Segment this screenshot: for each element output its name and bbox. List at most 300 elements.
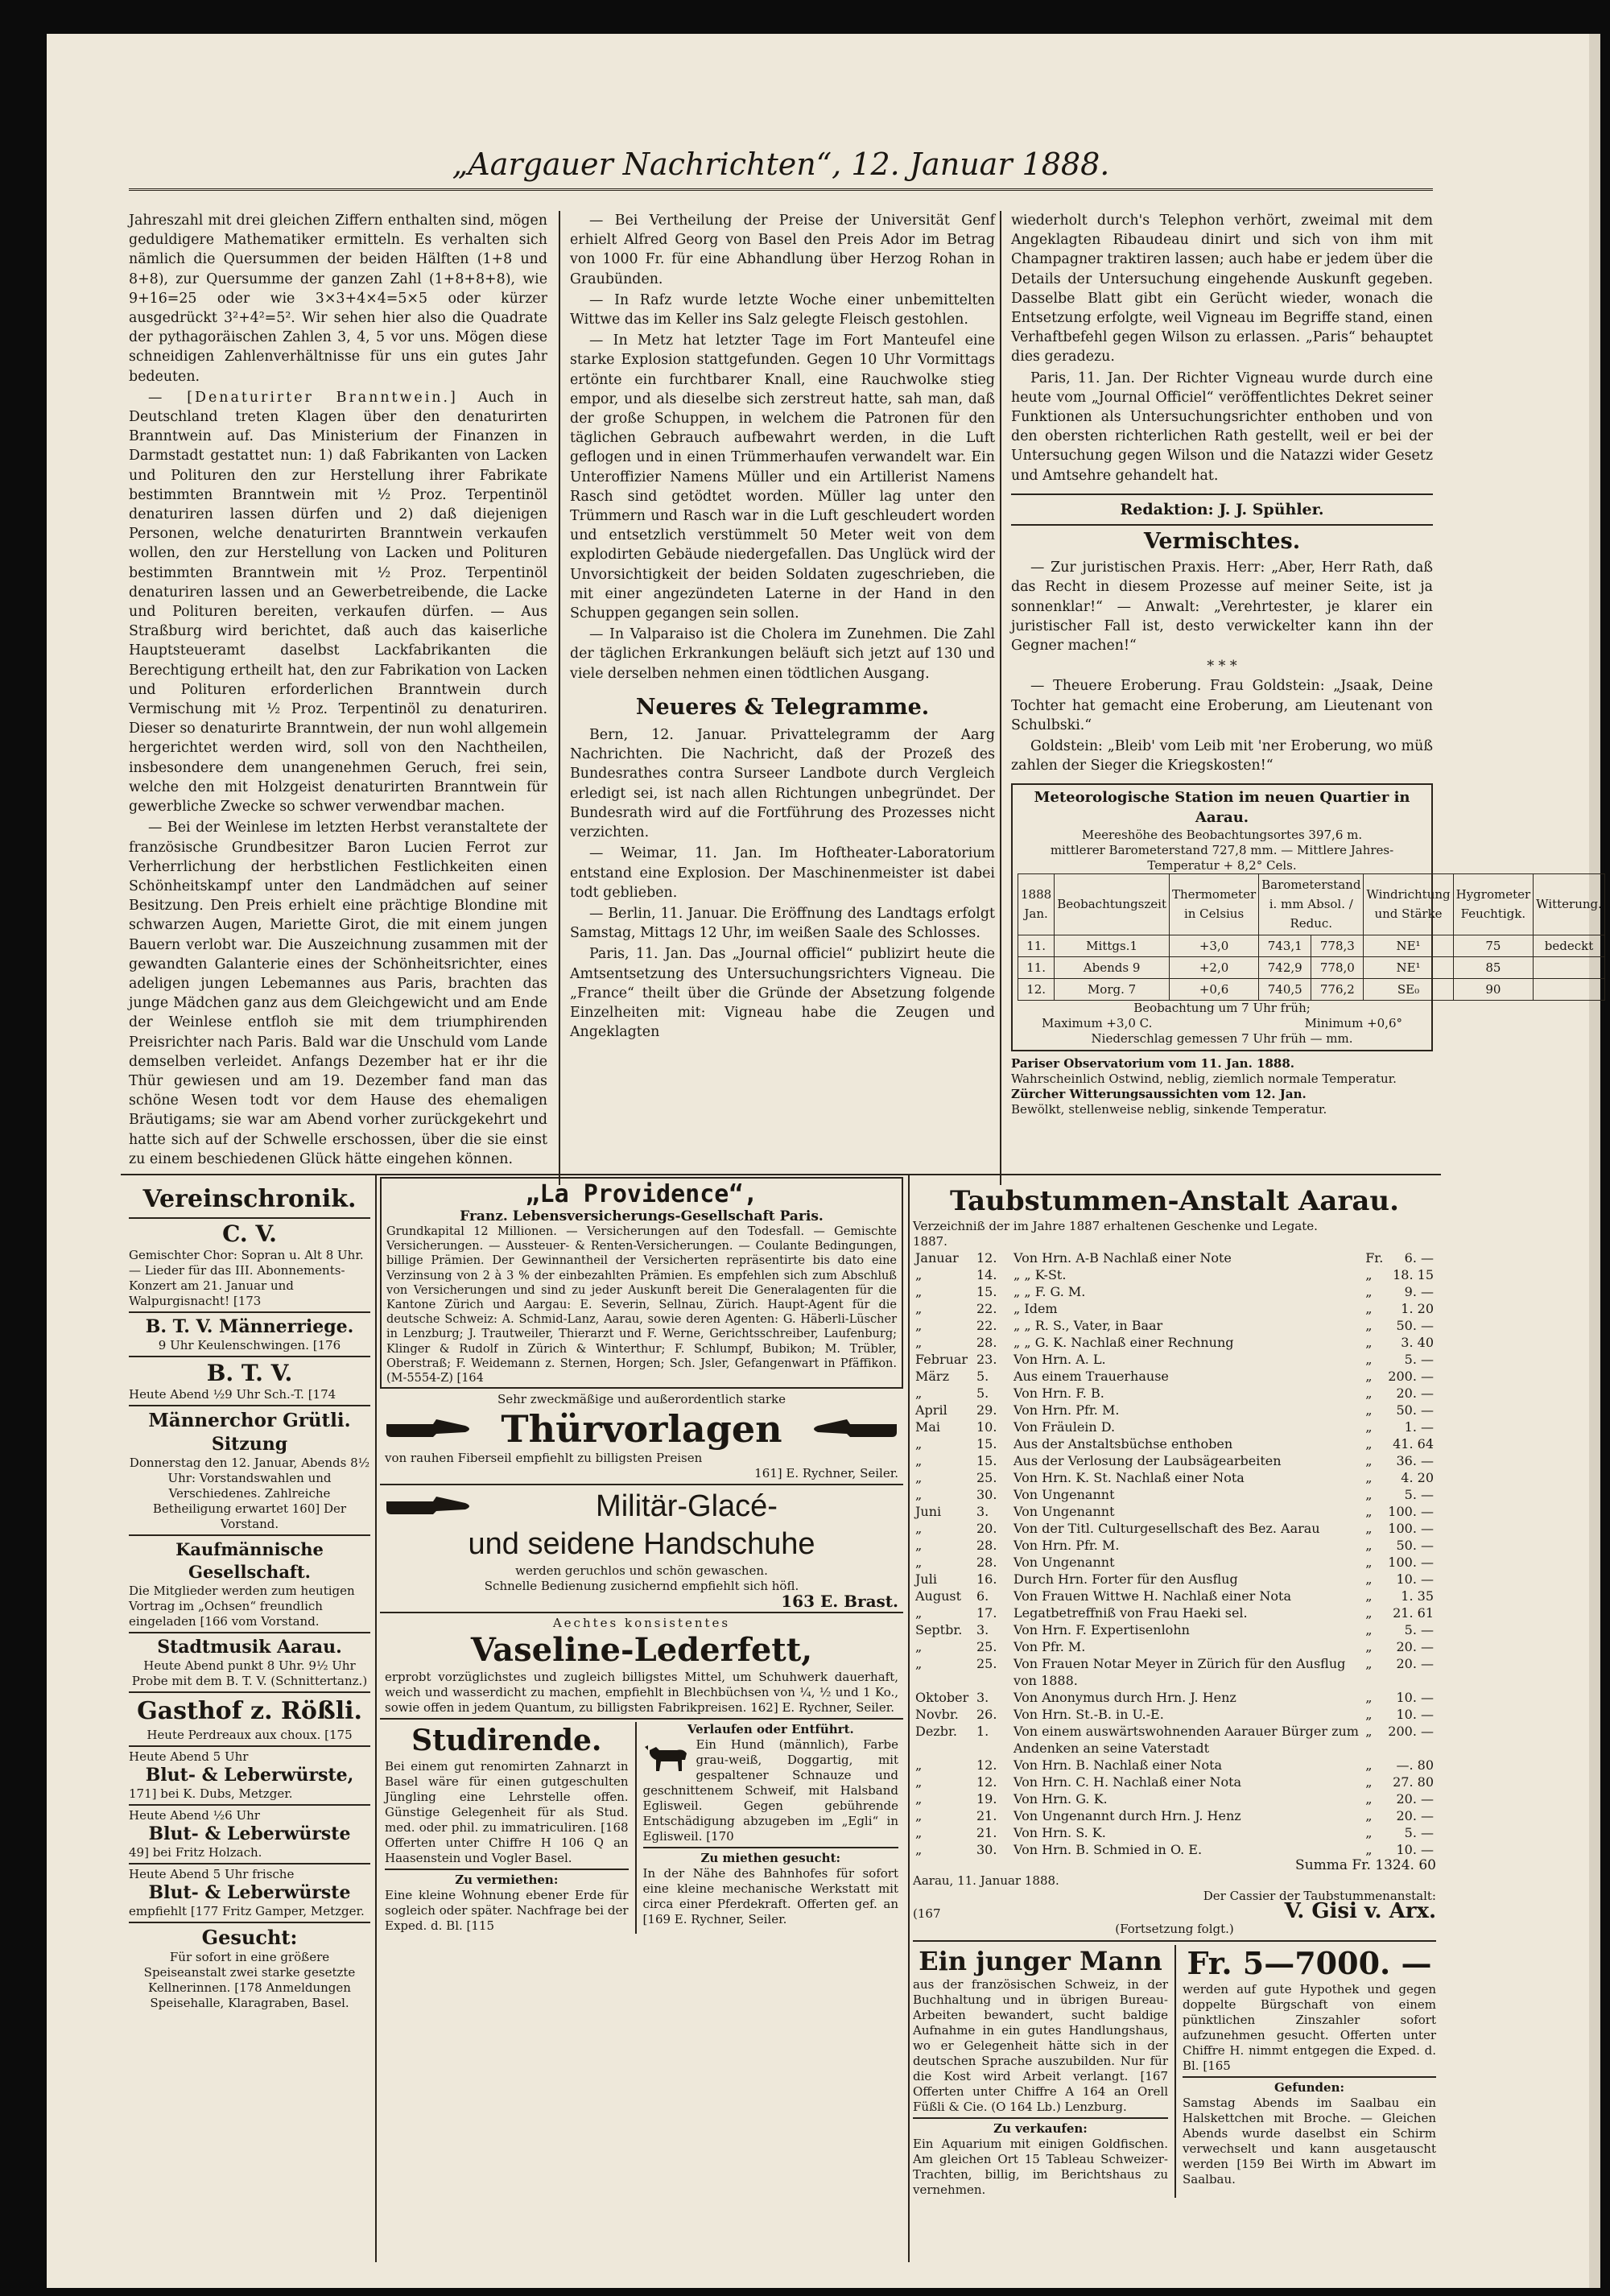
donation-row [913, 1841, 1436, 1858]
weather-subtitle: Meereshöhe des Beobachtungsortes 397,6 m. [1081, 827, 1363, 842]
ads-middle-column [380, 1177, 903, 1934]
donation-day: 22. [976, 1318, 997, 1333]
column-rule [375, 1175, 377, 2262]
donation-currency: „ [1365, 1571, 1373, 1587]
article-text: Auch in Deutschland treten Klagen über den denaturirten Branntwein auf. Das Ministerium der Finanzen in Darmstadt gestattet nun: 1) daß Fabrikanten von Lacken und Polituren den zur Herstellung ihrer Fabrikate bestimmten Branntwein mit ½ Proz. Terpentinöl denaturiren lassen dürfen und 2) daß diejenigen Personen, welche denaturirten Branntwein verkaufen wollen, den zur Herstellung von Lacken und Polituren bestimmten Branntwein mit ½ Proz. Terpentinöl denaturiren lassen und an Gewerbetreibende, die Lacke und Polituren bereiten, verkaufen dürfen. — Aus Straßburg wird berichtet, daß auch das kaiserliche Hauptsteueramt daselbst Lackfabrikanten die Berechtigung ertheilt hat, den zur Fabrikation von Lacken und Polituren erforderlichen Branntwein durch Vermischung mit ½ Proz. Terpentinöl zu denaturiren. Dieser so denaturirte Branntwein, der nun wohl allgemein hergerichtet werden wird, soll von den Nachtheilen, insbesondere dem unangenehmen Geruch, frei sein, welche den mit Holzgeist denaturirten Branntwein für gewerbliche Zwecke so schwer verwendbar machen. [129, 389, 548, 816]
donation-currency: „ [1365, 1639, 1373, 1654]
ad-text: 9 Uhr Keulenschwingen. [176 [158, 1338, 341, 1352]
donation-donor: Legatbetreffniß von Frau Haeki sel. [1013, 1605, 1248, 1621]
ad-subtitle: Sitzung [211, 1434, 288, 1455]
donation-amount: 20. — [1396, 1639, 1434, 1654]
donation-amount: 5. — [1404, 1487, 1434, 1502]
donation-row [913, 1790, 1436, 1807]
donation-donor: Von Hrn. S. K. [1013, 1825, 1106, 1840]
editor-line: Redaktion: J. J. Spühler. [1120, 500, 1324, 518]
ad-text: aus der französischen Schweiz, in der Buchhaltung und in übrigen Bureau-Arbeiten bewandert, sucht baldige Aufnahme in ein gutes Handlungshaus, wo er Gelegenheit hätte sich in der deutschen Sprache auszubilden. Nur für die Kost wird Arbeit verlangt. [167 Offerten unter Chiffre A 164 an Orell Füßli & Cie. (O 164 Lb.) Lenzburg. [913, 1977, 1168, 2114]
donation-donor: Von Anonymus durch Hrn. J. Henz [1013, 1690, 1236, 1705]
donation-month: „ [915, 1538, 923, 1553]
ad-hund [643, 1722, 898, 1934]
weather-note: Beobachtung um 7 Uhr früh; [1133, 1001, 1311, 1016]
donation-row [913, 1537, 1436, 1554]
ad-text: Donnerstag den 12. Januar, Abends 8½ Uhr: Vorstandswahlen und Verschiedenes. Zahlreiche Betheiligung erwartet 160] Der Vorstand. [129, 1456, 370, 1531]
donation-row [913, 1317, 1436, 1334]
weather-row: 11. Abends 9 +2,0 742,9 778,0 NE¹ 85 [1018, 956, 1605, 978]
donation-month: „ [915, 1487, 923, 1502]
ad-title: Verlaufen oder Entführt. [687, 1722, 854, 1737]
donation-amount: 50. — [1396, 1402, 1434, 1418]
donation-donor: Von Ungenannt durch Hrn. J. Henz [1013, 1808, 1241, 1823]
donation-currency: „ [1365, 1352, 1373, 1367]
ad-title: Zu vermiethen: [455, 1873, 559, 1888]
ad-heading: Vereinschronik. [142, 1185, 357, 1213]
donation-amount: 200. — [1388, 1724, 1434, 1739]
article-lead: — [Denaturirter Branntwein.] [148, 389, 458, 406]
donation-donor: Aus einem Trauerhause [1013, 1369, 1169, 1384]
donation-amount: 1. 20 [1401, 1301, 1434, 1316]
donation-row [913, 1418, 1436, 1435]
ad-title: Militär-Glacé- [596, 1489, 778, 1524]
donation-row [913, 1723, 1436, 1757]
ad-title: Stadtmusik Aarau. [157, 1637, 342, 1658]
donation-donor: Von Hrn. B. Nachlaß einer Nota [1013, 1757, 1223, 1773]
forecast-text: Wahrscheinlich Ostwind, neblig, ziemlich normale Temperatur. [1011, 1072, 1397, 1087]
donation-row [913, 1588, 1436, 1604]
donation-currency: „ [1365, 1453, 1373, 1468]
donation-donor: Durch Hrn. Forter für den Ausflug [1013, 1571, 1238, 1587]
donation-donor: Von Ungenannt [1013, 1555, 1115, 1570]
ad-title: Kaufmännische Gesellschaft. [175, 1539, 324, 1582]
donation-donor: Von Ungenannt [1013, 1504, 1115, 1519]
donation-currency: „ [1365, 1825, 1373, 1840]
donation-day: 5. [976, 1385, 989, 1401]
ad-text: Heute Abend ½6 Uhr [129, 1808, 260, 1823]
donation-month: „ [915, 1521, 923, 1536]
weather-note: Niederschlag gemessen 7 Uhr früh — mm. [1091, 1031, 1353, 1047]
donation-day: 12. [976, 1250, 997, 1266]
donation-amount: —. 80 [1396, 1757, 1434, 1773]
donation-amount: 20. — [1396, 1385, 1434, 1401]
donation-amount: 41. 64 [1393, 1436, 1434, 1452]
donation-currency: „ [1365, 1842, 1373, 1857]
donation-donor: Von Fräulein D. [1013, 1419, 1116, 1435]
telegram: — Berlin, 11. Januar. Die Eröffnung des Landtags erfolgt Samstag, Mittags 12 Uhr, im weißen Saale des Schlosses. [570, 905, 995, 942]
ad-junger-mann [913, 1945, 1168, 2198]
ad-text: werden geruchlos und schön gewaschen. [515, 1563, 768, 1579]
donation-day: 20. [976, 1521, 997, 1536]
donation-amount: 5. — [1404, 1352, 1434, 1367]
ad-text: empfiehlt [177 Fritz Gamper, Metzger. [129, 1904, 365, 1918]
article-text: — Bei Vertheilung der Preise der Universität Genf erhielt Alfred Georg von Basel den Preis Ador im Betrag von 1000 Fr. für eine Abhandlung über Herzog Rohan in Graubünden. [570, 213, 995, 287]
ad-title: Gefunden: [1274, 2080, 1345, 2095]
donation-day: 30. [976, 1842, 997, 1857]
ad-text: Heute Perdreaux aux choux. [175 [147, 1728, 353, 1742]
ad-text: 171] bei K. Dubs, Metzger. [129, 1786, 293, 1801]
donation-month: „ [915, 1335, 923, 1350]
donation-row [913, 1824, 1436, 1841]
donation-currency: „ [1365, 1791, 1373, 1807]
donation-month: „ [915, 1385, 923, 1401]
donation-row [913, 1486, 1436, 1503]
section-heading: Vermischtes. [1143, 529, 1301, 555]
donation-currency: „ [1365, 1588, 1373, 1604]
donation-month: „ [915, 1453, 923, 1468]
donation-day: 3. [976, 1622, 989, 1637]
donation-day: 21. [976, 1808, 997, 1823]
article-text: — Bei der Weinlese im letzten Herbst veranstaltete der französische Grundbesitzer Baron Lucien Ferrot zur Verherrlichung der herbstlichen Festlichkeiten einen Schönheitskampf unter den Landmädchen auf seiner Besitzung. Den Preis erhielt eine prächtige Blondine mit schwarzen Augen, Mariette Girot, die mit einem jungen Bauern verlobt war. Die Auszeichnung zusammen mit der gewandten Galanterie eines der Schönheitsrichter, eines adeligen jungen Lebemannes aus Paris, brachten das junge Mädchen ganz aus dem Gleichgewicht und am Ende der Weinlese entfloh sie mit dem triumphirenden Preisrichter nach Paris. Bald war die Unschuld vom Lande demselben verleidet. Anfangs Dezember hat er ihr die Thür gewiesen und am 19. Dezember fand man das schöne Wesen todt vor dem Hause des ehemaligen Bräutigams; sie war am Abend vorher zurückgekehrt und hatte sich auf der Schwelle erschossen, über die sie einst zu einem beschiedenen Glück hätte eingehen können. [129, 820, 547, 1167]
donation-row [913, 1300, 1436, 1317]
ad-title: B. T. V. [206, 1360, 293, 1386]
donation-currency: „ [1365, 1504, 1373, 1519]
donation-amount: 5. — [1404, 1622, 1434, 1637]
ad-handschuhe [380, 1488, 903, 1612]
weather-row: 11. Mittgs.1 +3,0 743,1 778,3 NE¹ 75 bedeckt [1018, 935, 1605, 956]
article-text: — In Metz hat letzter Tage im Fort Manteufel eine starke Explosion stattgefunden. Gegen 10 Uhr Vormittags ertönte ein furchtbarer Knall, eine Rauchwolke stieg empor, und als dieselbe sich zerstreut hatte, sah man, daß der große Schuppen, in welchem die Patronen für den täglichen Gebrauch aufbewahrt werden, in die Luft geflogen und in einen Trümmerhaufen verwandelt war. Ein Unteroffizier Namens Müller und ein Artillerist Namens Rasch sind getödtet worden. Müller lag unter den Trümmern und Rasch war in die Luft geschleudert worden und entsetzlich verstümmelt 50 Meter weit von dem explodirten Gebäude niedergefallen. Das Unglück wird der Unvorsichtigkeit der beiden Soldaten zugeschrieben, die mit einer angezündeten Laterne in der Hand in den Schuppen gegangen sein sollen. [570, 332, 995, 622]
article-text: Jahreszahl mit drei gleichen Ziffern enthalten sind, mögen geduldigere Mathematiker ermitteln. Es verhalten sich nämlich die Quersummen der beiden Hälften (1+8 und 8+8), zur Quersumme der ganzen Zahl (1+8+8+8), wie 9+16=25 oder wie 3×3+4×4=5×5 oder kürzer ausgedrückt 3²+4²=5². Wir sehen hier also die Quadrate der pythagoräischen Zahlen 3, 4, 5 vor uns. Mögen diese schneidigen Zahlenverhältnisse für uns ein gutes Jahr bedeuten. [129, 213, 547, 385]
ad-title: Zu miethen gesucht: [700, 1851, 841, 1866]
pointing-hand-left-icon [808, 1414, 898, 1443]
ad-title: und seidene Handschuhe [468, 1527, 815, 1562]
donation-donor: Von der Titl. Culturgesellschaft des Bez. Aarau [1013, 1521, 1320, 1536]
donation-currency: „ [1365, 1335, 1373, 1350]
donation-row [913, 1807, 1436, 1824]
ad-text: Aarau, 11. Januar 1888. [913, 1873, 1059, 1888]
donation-month: „ [915, 1757, 923, 1773]
donation-amount: 10. — [1396, 1707, 1434, 1722]
donation-donor: Von Hrn. B. Schmied in O. E. [1013, 1842, 1203, 1857]
donation-day: 25. [976, 1470, 997, 1485]
donation-row [913, 1402, 1436, 1418]
donation-donor: Von Hrn. C. H. Nachlaß einer Nota [1013, 1774, 1242, 1790]
donation-donor: Aus der Verlosung der Laubsägearbeiten [1013, 1453, 1282, 1468]
donation-row [913, 1435, 1436, 1452]
donation-month: „ [915, 1470, 923, 1485]
ad-title: Blut- & Leberwürste [148, 1882, 351, 1903]
weather-row: 12. Morg. 7 +0,6 740,5 776,2 SE₀ 90 [1018, 978, 1605, 1000]
donation-amount: 10. — [1396, 1690, 1434, 1705]
ad-title: Blut- & Leberwürste [148, 1823, 351, 1844]
donation-currency: „ [1365, 1284, 1373, 1299]
ad-text: Für sofort in eine größere Speiseanstalt zwei starke gesetzte Kellnerinnen. [178 Anmeldungen Speisehalle, Klaragraben, Basel. [143, 1950, 356, 2010]
donation-donor: Von Frauen Wittwe H. Nachlaß einer Nota [1013, 1588, 1292, 1604]
donation-currency: „ [1365, 1538, 1373, 1553]
column-rule [908, 1175, 910, 2262]
donation-amount: 36. — [1396, 1453, 1434, 1468]
donation-day: 30. [976, 1487, 997, 1502]
separator-stars: * * * [1207, 659, 1237, 675]
donation-row [913, 1571, 1436, 1588]
page-edge [1589, 34, 1600, 2288]
donation-donor: Aus der Anstaltsbüchse enthoben [1013, 1436, 1233, 1452]
donation-month: „ [915, 1774, 923, 1790]
pointing-hand-right-icon [385, 1492, 475, 1521]
weather-header: Windrichtung und Stärke [1364, 873, 1453, 935]
ad-text: erprobt vorzüglichstes und zugleich billigstes Mittel, um Schuhwerk dauerhaft, weich und wasserdicht zu machen, empfiehlt in Blechbüchsen von ¼, ½ und 1 Ko., sowie offen in jedem Quantum, zu billigsten Fabrikpreisen. 162] E. Rychner, Seiler. [385, 1670, 898, 1716]
donation-amount: 18. 15 [1393, 1267, 1434, 1282]
ad-text: Heute Abend ½9 Uhr Sch.-T. [174 [129, 1387, 336, 1402]
donation-row [913, 1368, 1436, 1385]
donation-currency: „ [1365, 1724, 1373, 1739]
donation-row [913, 1520, 1436, 1537]
ad-hypothek [1183, 1945, 1436, 2198]
ad-text: Heute Abend punkt 8 Uhr. 9½ Uhr Probe mit dem B. T. V. (Schnittertanz.) [131, 1658, 368, 1688]
donation-currency: „ [1365, 1707, 1373, 1722]
weather-subtitle: mittlerer Barometerstand 727,8 mm. — Mittlere Jahres-Temperatur + 8,2° Cels. [1050, 842, 1394, 873]
ad-title: Taubstummen-Anstalt Aarau. [950, 1185, 1399, 1217]
donation-day: 3. [976, 1690, 989, 1705]
donation-month: Dezbr. [915, 1724, 957, 1739]
ad-text: Ein Hund (männlich), Farbe grau-weiß, Doggartig, mit gespaltener Schnauze und geschnittenem Schweif, mit Halsband Eglisweil. Gegen gebührende Entschädigung abzugeben im „Egli“ in Eglisweil. [170 [642, 1737, 898, 1844]
donation-month: Juni [915, 1504, 942, 1519]
donation-currency: „ [1365, 1605, 1373, 1621]
donation-donor: Von Hrn. Pfr. M. [1013, 1538, 1120, 1553]
column-2 [570, 211, 995, 1043]
donation-month: „ [915, 1267, 923, 1282]
ad-subtitle: Verzeichniß der im Jahre 1887 erhaltenen Geschenke und Legate. [913, 1219, 1318, 1233]
donation-donor: „ „ K-St. [1013, 1267, 1067, 1282]
ad-text: Der Cassier der Taubstummenanstalt: [1203, 1889, 1436, 1903]
donation-row [913, 1266, 1436, 1283]
donation-day: 1. [976, 1724, 989, 1739]
donation-currency: „ [1365, 1369, 1373, 1384]
donation-amount: 9. — [1404, 1284, 1434, 1299]
donation-day: 5. [976, 1369, 989, 1384]
ad-signature: V. Gisi v. Arx. [1284, 1899, 1436, 1923]
ad-text: werden auf gute Hypothek und gegen doppelte Bürgschaft von einem pünktlichen Zinszahler sofort aufzunehmen gesucht. Offerten unter Chiffre H. nimmt entgegen die Exped. d. Bl. [165 [1182, 1982, 1436, 2073]
pointing-hand-right-icon [385, 1414, 475, 1443]
anecdote: Goldstein: „Bleib' vom Leib mit 'ner Eroberung, wo müß zahlen der Sieger die Kriegskosten!“ [1011, 738, 1433, 774]
section-rule [121, 1174, 1441, 1175]
donation-month: „ [915, 1656, 923, 1671]
donation-day: 28. [976, 1335, 997, 1350]
ads-right-column [913, 1183, 1436, 2198]
donation-currency: „ [1365, 1774, 1373, 1790]
donation-currency: „ [1365, 1487, 1373, 1502]
donation-donor: Von Hrn. Pfr. M. [1013, 1402, 1120, 1418]
donation-month: „ [915, 1301, 923, 1316]
telegram: Paris, 11. Jan. Das „Journal officiel“ publizirt heute die Amtsentsetzung des Untersuchungsrichters Vigneau. Die „France“ theilt über die Gründe der Absetzung folgende Einzelheiten mit: Vigneau habe die Zeugen und Angeklagten [570, 946, 995, 1041]
ad-title: Gasthof z. Rößli. [137, 1697, 362, 1725]
running-title: „Aargauer Nachrichten“, 12. Januar 1888. [129, 147, 1433, 191]
donation-row [913, 1351, 1436, 1368]
ad-number: (167 [913, 1906, 941, 1921]
donation-row [913, 1706, 1436, 1723]
donation-day: 28. [976, 1538, 997, 1553]
donation-day: 3. [976, 1504, 989, 1519]
dog-icon [643, 1739, 691, 1774]
weather-header: 1888 Jan. [1018, 873, 1055, 935]
donation-amount: 20. — [1396, 1791, 1434, 1807]
donation-day: 23. [976, 1352, 997, 1367]
donation-amount: 100. — [1388, 1555, 1434, 1570]
donation-row [913, 1452, 1436, 1469]
ad-vaseline [380, 1616, 903, 1716]
weather-header: Barometerstand i. mm Absol. / Reduc. [1259, 873, 1364, 935]
donation-month: „ [915, 1318, 923, 1333]
donation-currency: „ [1365, 1808, 1373, 1823]
donation-month: April [915, 1402, 947, 1418]
donation-currency: „ [1365, 1436, 1373, 1452]
column-3 [1011, 211, 1602, 1117]
ad-title: Blut- & Leberwürste, [145, 1765, 354, 1786]
ad-title: Vaseline-Lederfett, [470, 1631, 813, 1670]
donation-day: 22. [976, 1301, 997, 1316]
donation-row [913, 1283, 1436, 1300]
donation-currency: Fr. [1365, 1250, 1384, 1266]
donation-amount: 6. — [1404, 1250, 1434, 1266]
donation-amount: 50. — [1396, 1538, 1434, 1553]
donation-currency: „ [1365, 1521, 1373, 1536]
donation-month: „ [915, 1605, 923, 1621]
donation-amount: 3. 40 [1401, 1335, 1434, 1350]
ad-text: Sehr zweckmäßige und außerordentlich starke [497, 1392, 786, 1407]
donation-day: 15. [976, 1453, 997, 1468]
donation-donor: Von Hrn. A. L. [1013, 1352, 1106, 1367]
donation-month: Juli [915, 1571, 937, 1587]
donation-month: „ [915, 1791, 923, 1807]
anecdote: — Theuere Eroberung. Frau Goldstein: „Jsaak, Deine Tochter hat gemacht eine Eroberung, am Lieutenant von Schulbski.“ [1011, 678, 1433, 733]
donation-day: 16. [976, 1571, 997, 1587]
donation-amount: 100. — [1388, 1504, 1434, 1519]
ads-left-column [129, 1183, 370, 2011]
donation-month: Januar [915, 1250, 959, 1266]
donation-amount: 5. — [1404, 1825, 1434, 1840]
donation-amount: 100. — [1388, 1521, 1434, 1536]
ad-text: Grundkapital 12 Millionen. — Versicherungen auf den Todesfall. — Gemischte Versicherungen. — Aussteuer- & Renten-Versicherungen. — Coulante Bedingungen, billige Prämien. Der Gewinnantheil der Versicherten repräsentirte bis dato eine Verzinsung von 2 à 3 % der einbezahlten Prämien. Es empfehlen sich zum Abschluß von Versicherungen und sind zu jeder Auskunft bereit Die Generalagenten für die Kantone Zürich und Aargau: E. Severin, Sellnau, Zürich. Haupt-Agent für die deutsche Schweiz: A. Schmid-Lanz, Aarau, sowie deren Agenten: G. Häberli-Lüscher in Lenzburg; J. Trautweiler, Thierarzt und F. Werne, Gerichtsschreiber, Laufenburg; Klinger & Rudolf in Zürich & Winterthur; F. Schlumpf, Bubikon; M. Trübler, Oberstraß; F. Weidemann z. Sternen, Horgen; Sch. Jsler, Gefangenwart in Pfäffikon. (M-5554-Z) [164 [386, 1225, 897, 1385]
donation-month: „ [915, 1842, 923, 1857]
donation-day: 12. [976, 1757, 997, 1773]
ad-studirende [385, 1722, 629, 1934]
donation-month: Septbr. [915, 1622, 963, 1637]
ad-signature: 163 E. Brast. [781, 1592, 898, 1612]
donation-day: 19. [976, 1791, 997, 1807]
donation-amount: 20. — [1396, 1656, 1434, 1671]
donation-currency: „ [1365, 1757, 1373, 1773]
ad-title: C. V. [222, 1220, 277, 1247]
article-text: — In Rafz wurde letzte Woche einer unbemittelten Wittwe das im Keller ins Salz gelegte Fleisch gestohlen. [570, 291, 995, 328]
ad-text: Heute Abend 5 Uhr [129, 1749, 249, 1764]
ad-title: Männerchor Grütli. [148, 1410, 351, 1431]
donation-row [913, 1554, 1436, 1571]
donation-currency: „ [1365, 1318, 1373, 1333]
telegram: — Weimar, 11. Jan. Im Hoftheater-Laboratorium entstand eine Explosion. Der Maschinenmeister ist dabei todt geblieben. [570, 845, 995, 901]
donation-month: März [915, 1369, 949, 1384]
donation-month: „ [915, 1808, 923, 1823]
ad-year: 1887. [913, 1234, 947, 1249]
donation-currency: „ [1365, 1267, 1373, 1282]
ad-title: „La Providence“, [525, 1180, 758, 1208]
weather-header: Witterung. [1534, 873, 1605, 935]
donation-day: 28. [976, 1555, 997, 1570]
donation-month: „ [915, 1284, 923, 1299]
donation-amount: 10. — [1396, 1571, 1434, 1587]
ad-thuervorlagen [380, 1392, 903, 1481]
weather-table [1018, 873, 1605, 1001]
ad-title: B. T. V. Männerriege. [145, 1316, 354, 1337]
ad-text: Gemischter Chor: Sopran u. Alt 8 Uhr. — Lieder für das III. Abonnements-Konzert am 21. Januar und Walpurgisnacht! [173 [129, 1248, 364, 1308]
column-rule [559, 211, 560, 1185]
ad-subtitle: Franz. Lebensversicherungs-Gesellschaft Paris. [460, 1208, 824, 1224]
ad-text: (Fortsetzung folgt.) [1115, 1922, 1234, 1936]
donation-donor: Von Hrn. F. B. [1013, 1385, 1104, 1401]
anecdote: — Zur juristischen Praxis. Herr: „Aber, Herr Rath, daß das Recht in diesem Prozesse auf meiner Seite, ist ja sonnenklar!“ — Anwalt: „Verehrtester, je klarer ein juristischer Fall ist, desto verwickelter kann ihn der Gegner machen!“ [1011, 560, 1433, 655]
ad-signature: 161] E. Rychner, Seiler. [754, 1466, 898, 1481]
donation-donor: „ „ G. K. Nachlaß einer Rechnung [1013, 1335, 1234, 1350]
column-rule [1000, 211, 1001, 1185]
weather-note: Maximum +3,0 C. [1042, 1016, 1153, 1031]
donation-row [913, 1604, 1436, 1621]
donation-donor: „ „ R. S., Vater, in Baar [1013, 1318, 1163, 1333]
donation-month: „ [915, 1825, 923, 1840]
donation-currency: „ [1365, 1690, 1373, 1705]
donation-donor: Von Hrn. F. Expertisenlohn [1013, 1622, 1190, 1637]
ad-title: Ein junger Mann [919, 1946, 1162, 1976]
donation-month: August [915, 1588, 962, 1604]
donation-day: 26. [976, 1707, 997, 1722]
donation-day: 15. [976, 1284, 997, 1299]
donation-amount: 1. 35 [1401, 1588, 1434, 1604]
donation-currency: „ [1365, 1419, 1373, 1435]
forecast-heading: Zürcher Witterungsaussichten vom 12. Jan. [1011, 1087, 1307, 1102]
donation-currency: „ [1365, 1301, 1373, 1316]
forecast-text: Bewölkt, stellenweise neblig, sinkende Temperatur. [1011, 1102, 1327, 1117]
donation-currency: „ [1365, 1555, 1373, 1570]
donation-total: Summa Fr. 1324. 60 [1295, 1857, 1436, 1873]
donation-day: 29. [976, 1402, 997, 1418]
donation-amount: 27. 80 [1393, 1774, 1434, 1790]
telegram: Bern, 12. Januar. Privattelegramm der Aarg Nachrichten. Die Nachricht, daß der Prozeß des Bundesrathes contra Surseer Landbote durch Vergleich erledigt sei, ist nach allen Richtungen unbegründet. Der Bundesrath wird auf die Fortführung des Prozesses nicht verzichten. [570, 727, 995, 841]
ad-title: Gesucht: [201, 1926, 298, 1949]
donation-donor: Von Ungenannt [1013, 1487, 1115, 1502]
donation-day: 15. [976, 1436, 997, 1452]
donation-row [913, 1774, 1436, 1790]
donation-month: „ [915, 1639, 923, 1654]
ad-text: von rauhen Fiberseil empfiehlt zu billigsten Preisen [385, 1451, 703, 1466]
weather-box [1011, 783, 1602, 1051]
ad-title: Fr. 5—7000. — [1187, 1945, 1432, 1981]
donation-amount: 10. — [1396, 1842, 1434, 1857]
donation-table [913, 1249, 1436, 1858]
ad-text: 49] bei Fritz Holzach. [129, 1845, 262, 1860]
donation-currency: „ [1365, 1402, 1373, 1418]
donation-month: Mai [915, 1419, 941, 1435]
donation-month: „ [915, 1436, 923, 1452]
article-text: — In Valparaiso ist die Cholera im Zunehmen. Die Zahl der täglichen Erkrankungen beläuft sich jetzt auf 130 und viele derselben nehmen einen tödtlichen Ausgang. [570, 626, 995, 682]
forecast-heading: Pariser Observatorium vom 11. Jan. 1888. [1011, 1056, 1294, 1072]
ad-text: Ein Aquarium mit einigen Goldfischen. Am gleichen Ort 15 Tableau Schweizer-Trachten, billig, im Berichtshaus zu vernehmen. [913, 2137, 1168, 2197]
weather-header: Hygrometer Feuchtigk. [1453, 873, 1534, 935]
donation-row [913, 1757, 1436, 1774]
donation-month: Februar [915, 1352, 968, 1367]
section-heading: Neueres & Telegramme. [635, 694, 930, 720]
donation-donor: Von Frauen Notar Meyer in Zürich für den Ausflug von 1888. [1013, 1656, 1346, 1688]
donation-day: 25. [976, 1656, 997, 1671]
donation-row [913, 1638, 1436, 1655]
donation-amount: 21. 61 [1393, 1605, 1434, 1621]
ad-text: Die Mitglieder werden zum heutigen Vortrag im „Ochsen“ freundlich eingeladen [166 vom Vorstand. [129, 1584, 355, 1629]
ad-text: Aechtes konsistentes [552, 1616, 731, 1631]
donation-row [913, 1621, 1436, 1638]
weather-header: Thermometer in Celsius [1169, 873, 1258, 935]
ad-text: In der Nähe des Bahnhofes für sofort eine kleine mechanische Werkstatt mit circa einer Pferdekraft. Offerten gef. an [169 E. Rychner, Seiler. [642, 1866, 898, 1927]
donation-donor: Von Hrn. St.-B. in U.-E. [1013, 1707, 1164, 1722]
donation-currency: „ [1365, 1622, 1373, 1637]
donation-amount: 20. — [1396, 1808, 1434, 1823]
donation-donor: „ „ F. G. M. [1013, 1284, 1086, 1299]
donation-day: 10. [976, 1419, 997, 1435]
ad-title: Thürvorlagen [501, 1407, 782, 1452]
donation-row [913, 1249, 1436, 1266]
donation-donor: Von Hrn. G. K. [1013, 1791, 1108, 1807]
